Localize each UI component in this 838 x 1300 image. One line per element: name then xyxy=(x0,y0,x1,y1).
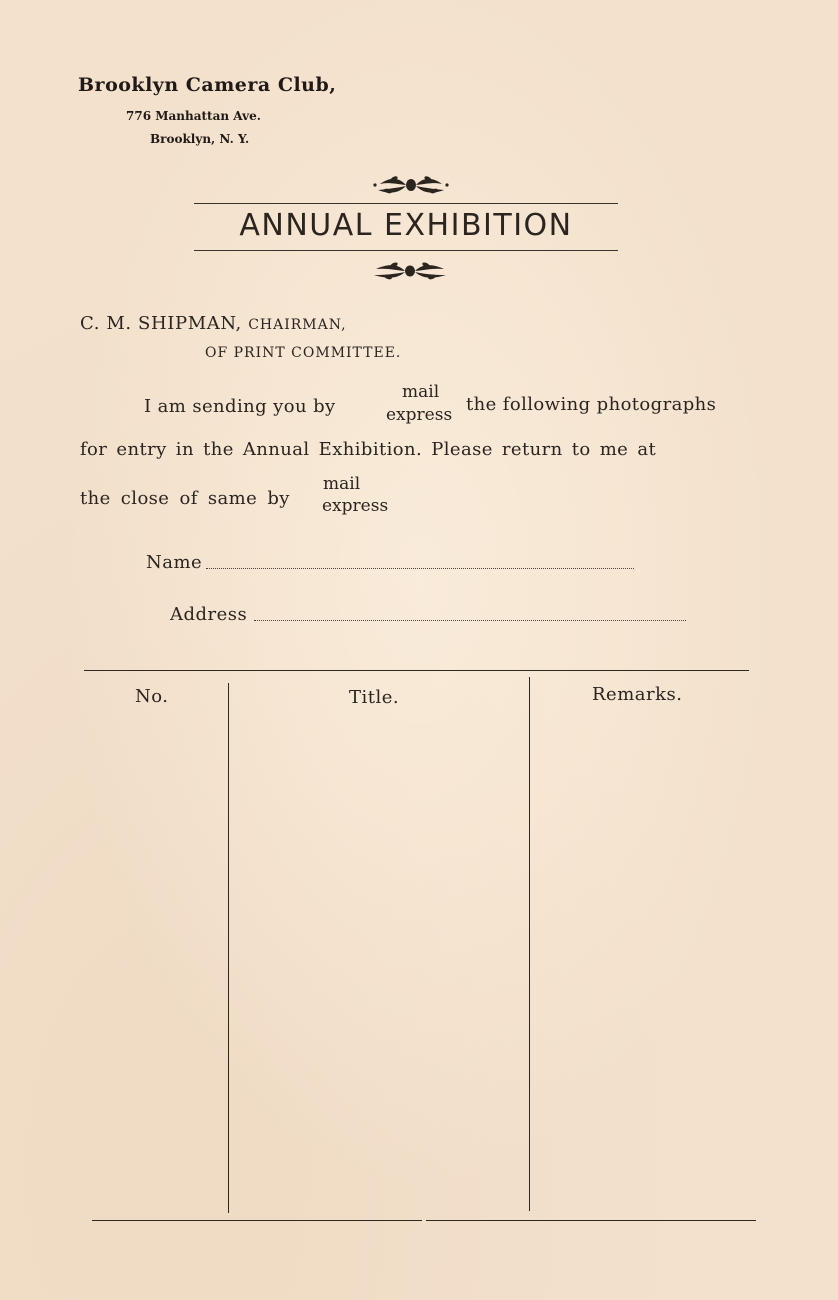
club-city: Brooklyn, N. Y. xyxy=(150,132,250,146)
delivery-option-mail-1: mail xyxy=(402,382,440,402)
chairman-line xyxy=(80,313,347,334)
paragraph-line-1-start: I am sending you by xyxy=(144,396,336,417)
document-title: ANNUAL EXHIBITION xyxy=(239,208,573,243)
title-rule-top xyxy=(194,203,618,204)
address-label: Address xyxy=(170,604,248,625)
title-rule-bottom xyxy=(194,250,618,251)
table-column-divider-1 xyxy=(228,683,229,1213)
column-header-no: No. xyxy=(135,686,169,707)
column-header-title: Title. xyxy=(349,687,400,708)
club-name: Brooklyn Camera Club, xyxy=(78,74,337,96)
table-column-divider-2 xyxy=(529,677,530,1211)
paragraph-line-1-end: the following photographs xyxy=(466,394,717,415)
leaf-ornament-bottom-icon xyxy=(370,259,450,283)
table-bottom-rule-left xyxy=(92,1220,422,1221)
column-header-remarks: Remarks. xyxy=(592,684,683,705)
delivery-option-express-2: express xyxy=(322,496,389,516)
name-label: Name xyxy=(146,552,203,573)
table-bottom-rule-right xyxy=(426,1220,756,1221)
delivery-option-mail-2: mail xyxy=(323,474,361,494)
address-field[interactable] xyxy=(254,620,686,621)
chairman-role: CHAIRMAN, xyxy=(248,317,347,333)
committee-line: OF PRINT COMMITTEE. xyxy=(205,345,402,361)
leaf-ornament-top-icon xyxy=(372,172,450,198)
table-top-rule xyxy=(84,670,749,671)
name-field[interactable] xyxy=(206,568,634,569)
delivery-option-express-1: express xyxy=(386,405,453,425)
paragraph-line-2: for entry in the Annual Exhibition. Please return to me at xyxy=(80,439,657,460)
paragraph-line-3-start: the close of same by xyxy=(80,488,290,509)
chairman-name: C. M. SHIPMAN, xyxy=(80,313,242,334)
club-address: 776 Manhattan Ave. xyxy=(126,109,261,123)
